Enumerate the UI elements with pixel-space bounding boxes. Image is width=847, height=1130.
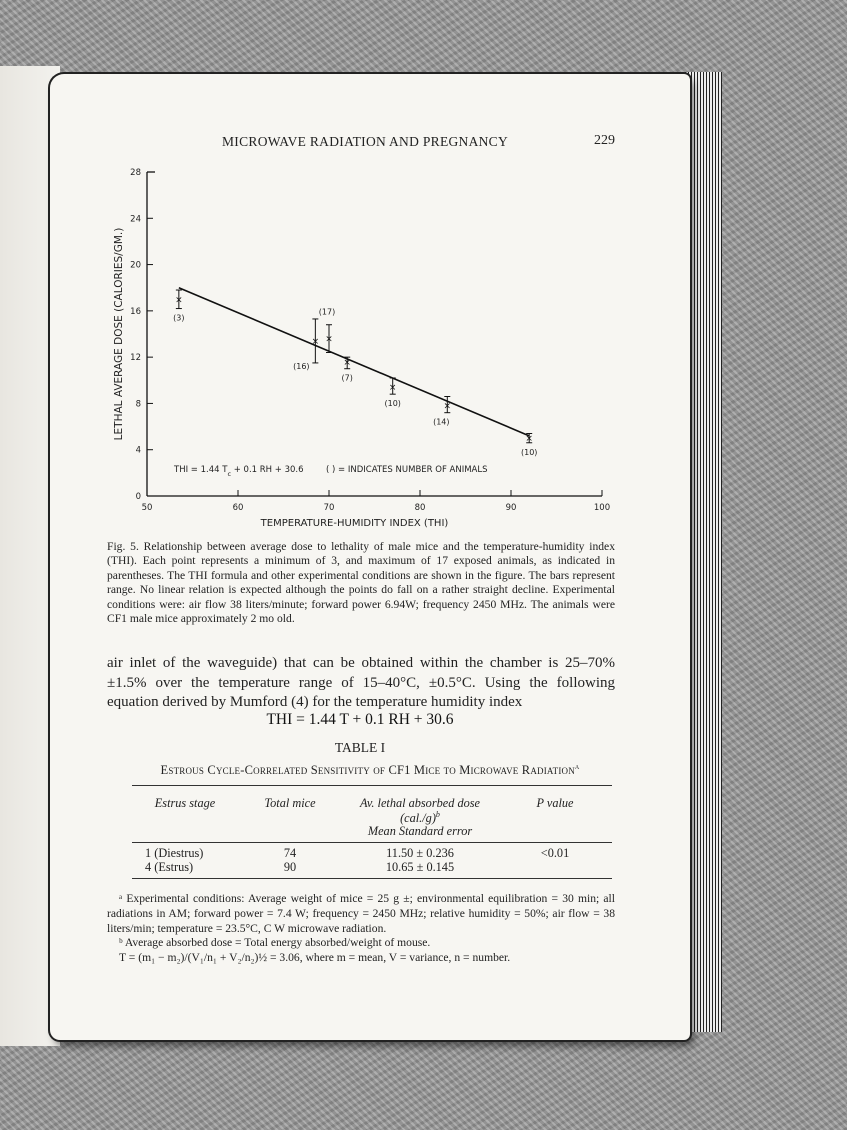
point-label-5: (10) <box>384 399 401 409</box>
footnote-a: ᵃ Experimental conditions: Average weight of mice = 25 g ±; environmental equilibration = 30 min; all radiations in AM; forward power = 7.4 W; frequency = 2450 MHz; relative humidity = 50%; air flow = 38 liters/min; temperature = 23.5°C, C W microwave radiation. <box>107 892 615 935</box>
header-dose-unit: $(cal./g)^b$ <box>400 810 440 826</box>
table-caption: Estrous Cycle-Correlated Sensitivity of CF1 Mice to Microwave Radiation$^a$ <box>160 762 580 778</box>
header-lethal-dose: Av. lethal absorbed dose <box>360 796 480 810</box>
data-point-3: × <box>325 334 333 345</box>
table-row-2-total: 90 <box>283 860 297 874</box>
data-point-4: × <box>343 357 351 368</box>
point-label-4: (7) <box>341 373 353 383</box>
data-point-6: × <box>443 401 452 412</box>
y-tick-label-8: 8 <box>135 399 141 410</box>
table-row-1-stage: 1 (Diestrus) <box>145 846 204 860</box>
regression-line <box>179 288 529 436</box>
data-point-2: × <box>311 336 320 347</box>
header-estrus-stage: Estrus stage <box>154 796 216 810</box>
figure-caption: Fig. 5. Relationship between average dose to lethality of male mice and the temperature-humidity index (THI). Each point represents a minimum of 3, and maximum of 17 exposed animals, as indicated in parentheses. The THI formula and other experimental conditions are shown in the figure. The bars represent range. No linear relation is expected although the points do fall on a rather straight decline. Experimental conditions were: air flow 38 liters/minute; forward power 6.94W; frequency 2450 MHz. The animals were CF1 male mice approximately 2 mo old. <box>107 540 615 626</box>
header-p-value: P value <box>536 796 574 810</box>
y-tick-label-16: 16 <box>130 306 141 317</box>
thi-formula-annotation: THI = 1.44 $T_c + 0.1$ RH + 30.6 <box>174 465 304 478</box>
y-tick-label-28: 28 <box>130 168 141 178</box>
table-row-1-total: 74 <box>283 846 297 860</box>
running-title: MICROWAVE RADIATION AND PREGNANCY <box>222 134 509 149</box>
lethal-dose-chart <box>104 160 616 535</box>
y-tick-label-0: 0 <box>135 492 141 502</box>
y-tick-label-20: 20 <box>130 260 141 271</box>
point-label-3: (17) <box>318 307 336 317</box>
body-paragraph: air inlet of the waveguide) that can be obtained within the chamber is 25–70% ±1.5% over the temperature range of 15–40°C, ±0.5°C. Using the following equation derived by Mumford (4) for the temperature humidity index <box>107 655 615 711</box>
table-title: TABLE I <box>334 740 386 755</box>
x-tick-label-60: 60 <box>232 503 244 513</box>
header-mean-se: Mean Standard error <box>367 824 473 838</box>
table-row-2-dose: 10.65 ± 0.145 <box>385 860 455 874</box>
header-total-mice: Total mice <box>264 796 316 810</box>
point-label-7: (10) <box>520 447 538 457</box>
y-axis-label: LETHAL AVERAGE DOSE (CALORIES/GM.) <box>113 227 125 441</box>
table-bottom-rule <box>132 878 612 879</box>
page-number: 229 <box>594 133 615 148</box>
table-row-1-p: <0.01 <box>540 846 570 860</box>
x-tick-label-90: 90 <box>505 503 517 513</box>
point-label-6: (14) <box>433 417 450 427</box>
data-point-7: × <box>525 434 533 445</box>
x-tick-label-50: 50 <box>141 503 153 513</box>
thi-equation: THI = 1.44 T + 0.1 RH + 30.6 <box>266 711 454 728</box>
data-point-5: × <box>388 383 397 394</box>
point-label-1: (3) <box>173 313 185 323</box>
x-tick-label-80: 80 <box>414 503 426 513</box>
y-tick-label-4: 4 <box>135 445 141 456</box>
table-top-rule <box>132 785 612 786</box>
footnote-t-statistic: T = (m₁ − m₂)/(V₁/n₁ + V₂/n₂)½ = 3.06, where m = mean, V = variance, n = number. <box>119 951 511 965</box>
y-tick-label-12: 12 <box>130 353 141 364</box>
x-tick-label-70: 70 <box>323 503 335 513</box>
table-footnotes <box>107 892 615 966</box>
table-header-rule <box>132 842 612 843</box>
footnote-b: ᵇ Average absorbed dose = Total energy absorbed/weight of mouse. <box>119 936 431 950</box>
chart-marks <box>173 288 537 457</box>
chart-ticks <box>130 168 610 513</box>
table-row-1-dose: 11.50 ± 0.236 <box>386 846 454 860</box>
y-tick-label-24: 24 <box>130 214 141 225</box>
data-point-1: × <box>175 295 183 306</box>
point-label-2: (16) <box>293 361 310 371</box>
x-axis-label: TEMPERATURE-HUMIDITY INDEX (THI) <box>260 518 449 529</box>
table-row-2-stage: 4 (Estrus) <box>145 860 194 874</box>
x-tick-label-100: 100 <box>593 503 611 513</box>
legend-annotation: ( ) = INDICATES NUMBER OF ANIMALS <box>326 465 488 475</box>
